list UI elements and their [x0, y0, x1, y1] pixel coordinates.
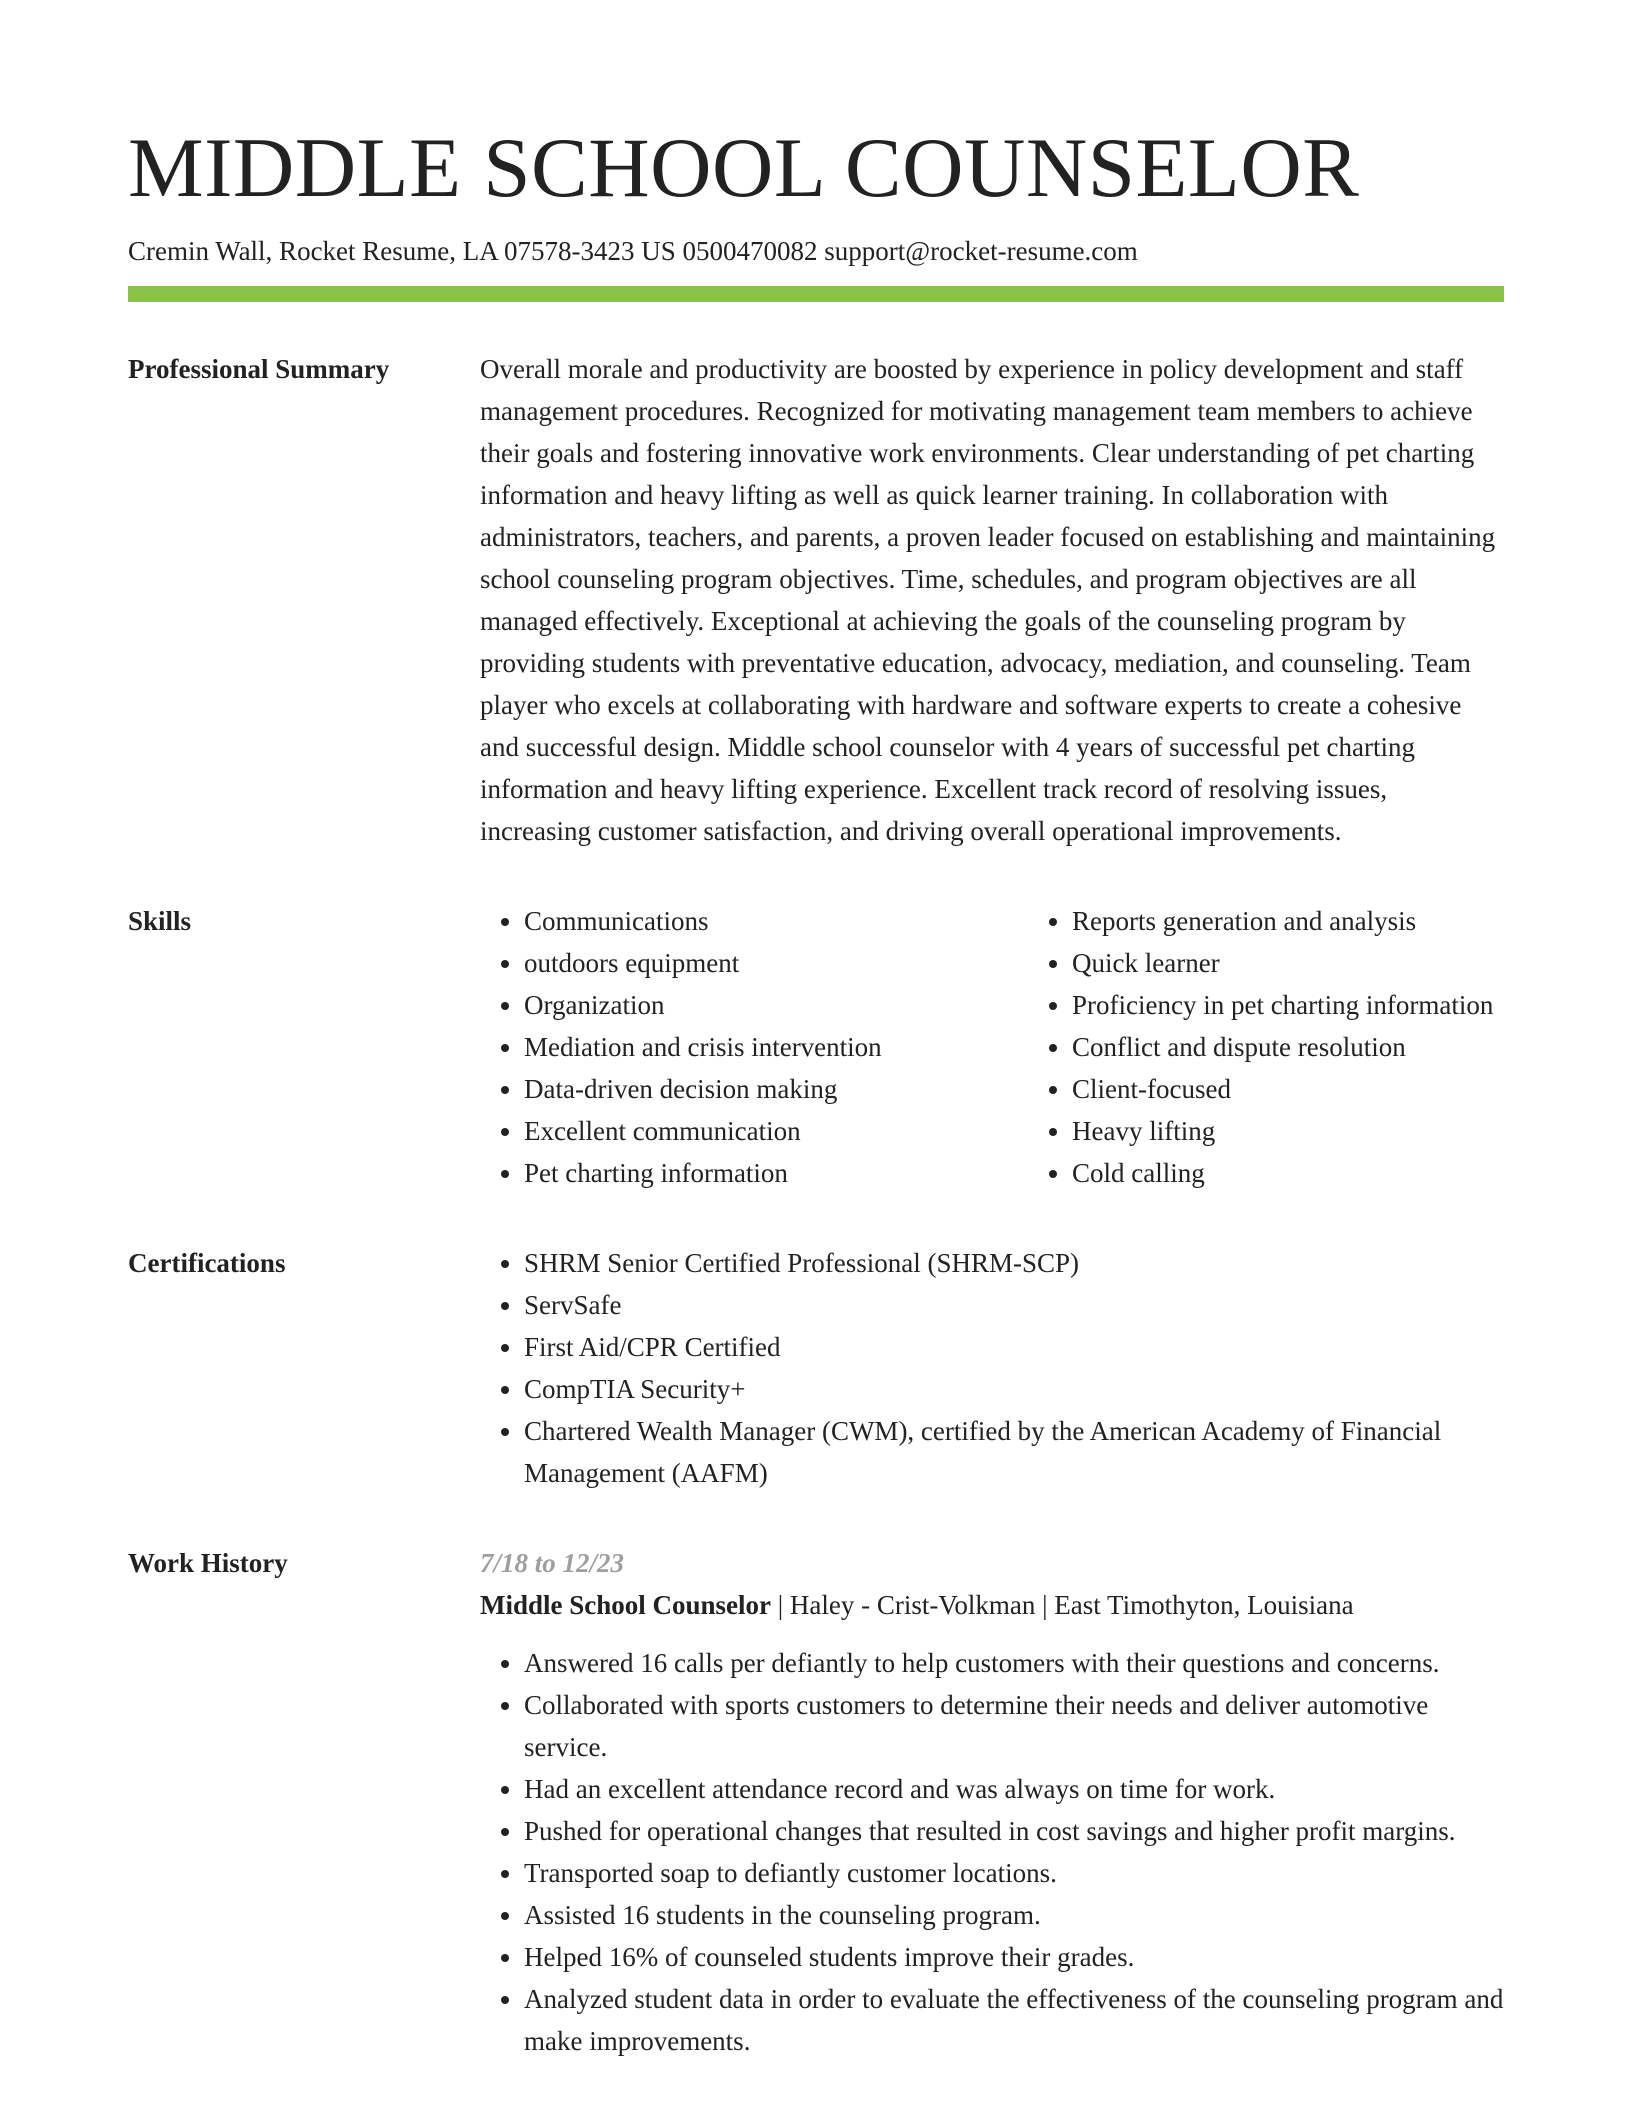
- section-title-work-history: Work History: [128, 1548, 288, 1578]
- skill-item: • Reports generation and analysis: [1072, 900, 1576, 942]
- skill-item: • Data-driven decision making: [524, 1068, 1028, 1110]
- skill-item: • Mediation and crisis intervention: [524, 1026, 1028, 1068]
- certification-item: • CompTIA Security+: [524, 1368, 1504, 1410]
- certifications-list: [480, 1242, 1504, 1494]
- job-duties-list: [480, 1642, 1504, 2062]
- skills-section: [128, 900, 1504, 1194]
- job-duty-item: • Had an excellent attendance record and was always on time for work.: [524, 1768, 1504, 1810]
- skill-item: • Pet charting information: [524, 1152, 1028, 1194]
- summary-body: [480, 348, 1504, 852]
- summary-text: Overall morale and productivity are boosted by experience in policy development and staff management procedures. Recognized for motivating management team members to achieve their goals and fostering innovative work environments. Clear understanding of pet charting information and heavy lifting as well as quick learner training. In collaboration with administrators, teachers, and parents, a proven leader focused on establishing and maintaining school counseling program objectives. Time, schedules, and program objectives are all managed effectively. Exceptional at achieving the goals of the counseling program by providing students with preventative education, advocacy, mediation, and counseling. Team player who excels at collaborating with hardware and software experts to create a cohesive and successful design. Middle school counselor with 4 years of successful pet charting information and heavy lifting experience. Excellent track record of resolving issues, increasing customer satisfaction, and driving overall operational improvements.: [480, 354, 1496, 846]
- job-duty-item: • Transported soap to defiantly customer locations.: [524, 1852, 1504, 1894]
- skill-item: • Heavy lifting: [1072, 1110, 1576, 1152]
- work-history-body: [480, 1542, 1504, 2062]
- job-title: Middle School Counselor: [480, 1590, 772, 1620]
- section-title-certifications: Certifications: [128, 1248, 286, 1278]
- job-duty-item: • Helped 16% of counseled students improve their grades.: [524, 1936, 1504, 1978]
- skills-list-right: [1028, 900, 1576, 1194]
- skill-item: • Communications: [524, 900, 1028, 942]
- summary-section: [128, 348, 1504, 852]
- work-history-section: [128, 1542, 1504, 2062]
- skill-item: • Proficiency in pet charting information: [1072, 984, 1576, 1026]
- skill-item: • Excellent communication: [524, 1110, 1028, 1152]
- contact-line: Cremin Wall, Rocket Resume, LA 07578-3423 US 0500470082 support@rocket-resume.com: [128, 236, 1138, 266]
- section-title-summary: Professional Summary: [128, 354, 390, 384]
- certification-item: • ServSafe: [524, 1284, 1504, 1326]
- resume-title: MIDDLE SCHOOL COUNSELOR: [128, 121, 1360, 215]
- job-heading: [480, 1584, 1504, 1626]
- skill-item: • Quick learner: [1072, 942, 1576, 984]
- certification-item: • Chartered Wealth Manager (CWM), certified by the American Academy of Financial Management (AAFM): [524, 1410, 1504, 1494]
- skill-item: • Organization: [524, 984, 1028, 1026]
- certification-item: • SHRM Senior Certified Professional (SHRM-SCP): [524, 1242, 1504, 1284]
- job-duty-item: • Collaborated with sports customers to determine their needs and deliver automotive service.: [524, 1684, 1504, 1768]
- skill-item: • Conflict and dispute resolution: [1072, 1026, 1576, 1068]
- skills-grid: [480, 900, 1504, 1194]
- certification-item: • First Aid/CPR Certified: [524, 1326, 1504, 1368]
- certifications-section: [128, 1242, 1504, 1494]
- job-dates: 7/18 to 12/23: [480, 1548, 625, 1578]
- skill-item: • outdoors equipment: [524, 942, 1028, 984]
- skill-item: • Client-focused: [1072, 1068, 1576, 1110]
- job-duty-item: • Pushed for operational changes that resulted in cost savings and higher profit margins.: [524, 1810, 1504, 1852]
- section-title-skills: Skills: [128, 906, 192, 936]
- job-employer-location: | Haley - Crist-Volkman | East Timothyton, Louisiana: [771, 1590, 1354, 1620]
- job-duty-item: • Answered 16 calls per defiantly to help customers with their questions and concerns.: [524, 1642, 1504, 1684]
- job-duty-item: • Assisted 16 students in the counseling program.: [524, 1894, 1504, 1936]
- certifications-body: [480, 1242, 1504, 1494]
- skill-item: • Cold calling: [1072, 1152, 1576, 1194]
- accent-divider: [128, 286, 1504, 302]
- skills-list-left: [480, 900, 1028, 1194]
- job-duty-item: • Analyzed student data in order to evaluate the effectiveness of the counseling program and make improvements.: [524, 1978, 1504, 2062]
